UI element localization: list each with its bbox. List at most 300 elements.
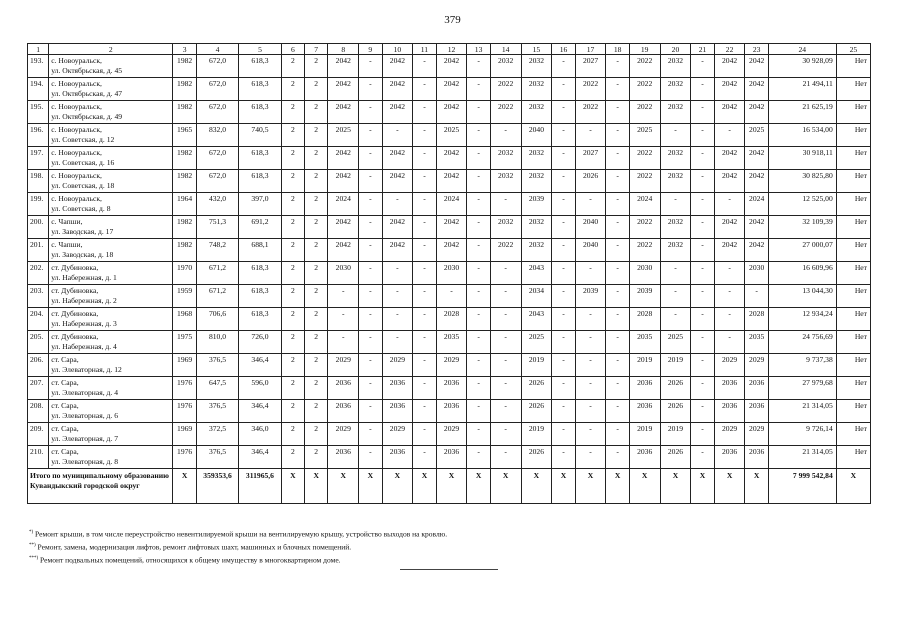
column-number-header: 25 xyxy=(836,44,870,55)
table-cell: - xyxy=(552,55,575,78)
table-cell: 2042 xyxy=(382,78,413,101)
table-cell: 2 xyxy=(305,446,328,469)
column-number-header: 1 xyxy=(28,44,49,55)
table-cell: 2030 xyxy=(745,262,768,285)
table-cell: Нет xyxy=(836,354,870,377)
table-row xyxy=(28,377,871,400)
column-number-header: 5 xyxy=(239,44,281,55)
table-cell: 2028 xyxy=(436,308,467,331)
table-cell: 432,0 xyxy=(196,193,238,216)
table-cell: 2032 xyxy=(660,239,691,262)
table-cell: 2025 xyxy=(660,331,691,354)
address-locality: с. Новоуральск, xyxy=(51,125,102,134)
address-street: ул. Заводская, д. 18 xyxy=(51,249,114,259)
table-cell: - xyxy=(467,423,490,446)
table-body xyxy=(28,55,871,504)
table-cell: - xyxy=(575,446,606,469)
table-cell: 9 737,38 xyxy=(768,354,836,377)
row-number-cell: 198. xyxy=(28,170,49,193)
table-cell: 596,0 xyxy=(239,377,281,400)
table-cell: 2025 xyxy=(328,124,359,147)
table-cell: - xyxy=(606,78,629,101)
table-cell: 2032 xyxy=(521,55,552,78)
table-cell: 2029 xyxy=(328,423,359,446)
table-cell: - xyxy=(575,331,606,354)
table-cell: 2032 xyxy=(660,78,691,101)
table-cell: 27 979,68 xyxy=(768,377,836,400)
table-cell: 2042 xyxy=(436,78,467,101)
row-number-cell: 195. xyxy=(28,101,49,124)
address-cell xyxy=(49,101,173,124)
table-row xyxy=(28,308,871,331)
address-locality: ст. Дубиновка, xyxy=(51,309,99,318)
table-cell: - xyxy=(490,193,521,216)
table-cell: 672,0 xyxy=(196,101,238,124)
address-cell xyxy=(49,216,173,239)
row-number-cell: 203. xyxy=(28,285,49,308)
table-cell: 2043 xyxy=(521,262,552,285)
table-cell: 2032 xyxy=(660,101,691,124)
table-cell: - xyxy=(606,262,629,285)
row-number-cell: 201. xyxy=(28,239,49,262)
table-cell: - xyxy=(606,216,629,239)
table-cell: 2026 xyxy=(660,377,691,400)
row-number-cell: 210. xyxy=(28,446,49,469)
table-cell: - xyxy=(606,285,629,308)
total-cell: 311965,6 xyxy=(239,469,281,504)
table-cell: 2 xyxy=(305,285,328,308)
table-cell: 24 756,69 xyxy=(768,331,836,354)
column-number-header: 17 xyxy=(575,44,606,55)
table-cell: 1982 xyxy=(173,101,196,124)
table-cell: 740,5 xyxy=(239,124,281,147)
table-cell: 2026 xyxy=(660,400,691,423)
capital-repair-table xyxy=(27,43,871,504)
table-cell: 2 xyxy=(281,262,304,285)
table-row xyxy=(28,55,871,78)
footnote-text: Ремонт, замена, модернизация лифтов, ремонт лифтовых шахт, машинных и блочных помещений. xyxy=(37,542,352,552)
table-cell: - xyxy=(328,308,359,331)
address-cell xyxy=(49,308,173,331)
table-cell: 2 xyxy=(281,147,304,170)
table-cell: 2036 xyxy=(436,446,467,469)
table-cell: 2 xyxy=(305,193,328,216)
table-cell: 2022 xyxy=(490,239,521,262)
table-cell: 618,3 xyxy=(239,170,281,193)
table-cell: 2042 xyxy=(382,55,413,78)
table-cell: 2042 xyxy=(714,216,745,239)
table-cell: 2 xyxy=(281,446,304,469)
table-cell: 2036 xyxy=(714,400,745,423)
table-cell: - xyxy=(382,124,413,147)
total-cell: X xyxy=(305,469,328,504)
table-cell: 832,0 xyxy=(196,124,238,147)
header-row xyxy=(28,44,871,55)
table-cell: 688,1 xyxy=(239,239,281,262)
table-cell: 618,3 xyxy=(239,101,281,124)
column-number-header: 21 xyxy=(691,44,714,55)
table-cell: 1976 xyxy=(173,446,196,469)
table-cell: Нет xyxy=(836,377,870,400)
table-cell: - xyxy=(467,262,490,285)
table-cell: - xyxy=(382,193,413,216)
table-cell: 2042 xyxy=(328,170,359,193)
table-cell: - xyxy=(413,377,436,400)
table-cell: - xyxy=(660,262,691,285)
table-cell: - xyxy=(413,147,436,170)
table-cell: 2 xyxy=(305,331,328,354)
table-cell: 2024 xyxy=(436,193,467,216)
footnote xyxy=(29,527,447,540)
table-cell: 376,5 xyxy=(196,446,238,469)
table-cell: 2 xyxy=(305,216,328,239)
table-cell: 2032 xyxy=(660,216,691,239)
table-cell: 2028 xyxy=(629,308,660,331)
table-cell: 2029 xyxy=(745,354,768,377)
table-cell: 2025 xyxy=(436,124,467,147)
table-cell: 2027 xyxy=(575,147,606,170)
table-cell: 2 xyxy=(281,170,304,193)
row-number-cell: 208. xyxy=(28,400,49,423)
table-cell: 2019 xyxy=(660,423,691,446)
table-cell: 2036 xyxy=(745,446,768,469)
total-cell: X xyxy=(490,469,521,504)
table-cell: 671,2 xyxy=(196,285,238,308)
address-street: ул. Элеваторная, д. 12 xyxy=(51,364,122,374)
table-cell: - xyxy=(691,377,714,400)
address-street: ул. Набережная, д. 2 xyxy=(51,295,117,305)
table-cell: - xyxy=(606,400,629,423)
table-cell: 21 625,19 xyxy=(768,101,836,124)
address-street: ул. Набережная, д. 4 xyxy=(51,341,117,351)
table-cell: 647,5 xyxy=(196,377,238,400)
address-street: ул. Советская, д. 16 xyxy=(51,157,115,167)
table-cell: 672,0 xyxy=(196,55,238,78)
table-cell: 2032 xyxy=(660,147,691,170)
address-locality: с. Новоуральск, xyxy=(51,102,102,111)
table-cell: 2036 xyxy=(714,377,745,400)
table-cell: - xyxy=(606,193,629,216)
table-cell: 2025 xyxy=(521,331,552,354)
table-row xyxy=(28,78,871,101)
table-cell: 2042 xyxy=(745,239,768,262)
table-cell: 2042 xyxy=(328,147,359,170)
table-cell: - xyxy=(575,193,606,216)
column-number-header: 16 xyxy=(552,44,575,55)
table-cell: 2 xyxy=(281,331,304,354)
total-cell: X xyxy=(467,469,490,504)
table-cell: 2 xyxy=(305,78,328,101)
table-cell: 2042 xyxy=(745,55,768,78)
table-cell: Нет xyxy=(836,400,870,423)
total-row xyxy=(28,469,871,504)
table-cell: - xyxy=(691,147,714,170)
table-cell: Нет xyxy=(836,193,870,216)
table-cell: 2042 xyxy=(714,170,745,193)
table-cell: 2 xyxy=(281,216,304,239)
table-cell: 2022 xyxy=(629,147,660,170)
table-cell: 2042 xyxy=(714,55,745,78)
table-cell: - xyxy=(552,354,575,377)
column-number-header: 9 xyxy=(359,44,382,55)
table-cell: 2 xyxy=(281,55,304,78)
table-cell: - xyxy=(714,262,745,285)
table-cell: - xyxy=(606,239,629,262)
table-cell: 16 609,96 xyxy=(768,262,836,285)
table-cell: 2 xyxy=(281,101,304,124)
table-cell: - xyxy=(359,285,382,308)
table-cell: - xyxy=(467,170,490,193)
table-cell: - xyxy=(436,285,467,308)
table-cell: 2026 xyxy=(575,170,606,193)
table-cell: - xyxy=(660,308,691,331)
table-cell: 2039 xyxy=(575,285,606,308)
table-cell: 2026 xyxy=(521,446,552,469)
table-cell: - xyxy=(552,285,575,308)
table-cell: - xyxy=(575,400,606,423)
table-cell: - xyxy=(714,308,745,331)
table-cell: - xyxy=(413,446,436,469)
table-cell: - xyxy=(467,377,490,400)
address-street: ул. Набережная, д. 3 xyxy=(51,318,117,328)
total-cell: X xyxy=(328,469,359,504)
table-cell: 2042 xyxy=(382,101,413,124)
address-cell xyxy=(49,193,173,216)
table-cell: 2036 xyxy=(714,446,745,469)
table-cell: 2036 xyxy=(629,446,660,469)
total-cell: X xyxy=(714,469,745,504)
table-cell: 2032 xyxy=(521,78,552,101)
table-cell: - xyxy=(552,193,575,216)
table-cell: - xyxy=(359,193,382,216)
table-cell: 12 525,00 xyxy=(768,193,836,216)
table-cell: 2042 xyxy=(328,216,359,239)
table-cell: 2 xyxy=(281,78,304,101)
table-cell: 671,2 xyxy=(196,262,238,285)
table-cell: - xyxy=(359,423,382,446)
table-cell: 2 xyxy=(305,101,328,124)
row-number-cell: 193. xyxy=(28,55,49,78)
table-cell: 2029 xyxy=(714,354,745,377)
table-cell: 2019 xyxy=(521,423,552,446)
table-cell: 2032 xyxy=(490,55,521,78)
table-cell: 2029 xyxy=(328,354,359,377)
table-cell: - xyxy=(606,124,629,147)
table-row xyxy=(28,423,871,446)
table-cell: - xyxy=(691,239,714,262)
table-cell: 2 xyxy=(281,400,304,423)
table-cell: 2022 xyxy=(629,170,660,193)
column-number-header: 2 xyxy=(49,44,173,55)
table-cell: 2042 xyxy=(436,101,467,124)
total-cell: X xyxy=(552,469,575,504)
table-cell: 2042 xyxy=(745,170,768,193)
table-cell: - xyxy=(691,400,714,423)
table-cell: 2036 xyxy=(328,446,359,469)
table-cell: 2022 xyxy=(629,78,660,101)
table-cell: 32 109,39 xyxy=(768,216,836,239)
table-cell: - xyxy=(552,216,575,239)
table-cell: 1970 xyxy=(173,262,196,285)
table-cell: 2022 xyxy=(490,101,521,124)
table-cell: - xyxy=(359,262,382,285)
table-cell: - xyxy=(552,423,575,446)
table-cell: - xyxy=(552,308,575,331)
row-number-cell: 207. xyxy=(28,377,49,400)
table-cell: 2042 xyxy=(436,216,467,239)
column-number-header: 23 xyxy=(745,44,768,55)
table-cell: 2 xyxy=(281,239,304,262)
table-cell: 2 xyxy=(305,400,328,423)
table-cell: 2026 xyxy=(521,377,552,400)
table-cell: 1965 xyxy=(173,124,196,147)
table-cell: - xyxy=(382,262,413,285)
table-cell: 2032 xyxy=(521,170,552,193)
table-cell: - xyxy=(359,55,382,78)
address-cell xyxy=(49,285,173,308)
table-cell: 2 xyxy=(305,55,328,78)
table-cell: - xyxy=(382,308,413,331)
table-cell: 2029 xyxy=(436,423,467,446)
table-cell: 1968 xyxy=(173,308,196,331)
table-cell: 2 xyxy=(305,147,328,170)
table-cell: - xyxy=(467,124,490,147)
table-cell: 376,5 xyxy=(196,400,238,423)
row-number-cell: 196. xyxy=(28,124,49,147)
table-cell: 2030 xyxy=(436,262,467,285)
address-street: ул. Советская, д. 8 xyxy=(51,203,111,213)
table-cell: 346,4 xyxy=(239,400,281,423)
table-row xyxy=(28,262,871,285)
table-cell: - xyxy=(552,170,575,193)
table-cell: 346,0 xyxy=(239,423,281,446)
table-cell: 2 xyxy=(305,124,328,147)
table-cell: - xyxy=(467,308,490,331)
table-cell: - xyxy=(606,377,629,400)
address-street: ул. Заводская, д. 17 xyxy=(51,226,114,236)
table-cell: 1964 xyxy=(173,193,196,216)
table-row xyxy=(28,124,871,147)
column-number-header: 19 xyxy=(629,44,660,55)
table-cell: - xyxy=(691,124,714,147)
table-cell: - xyxy=(467,446,490,469)
table-cell: 21 314,05 xyxy=(768,446,836,469)
table-cell: 2042 xyxy=(745,101,768,124)
table-cell: 2039 xyxy=(521,193,552,216)
table-cell: 2036 xyxy=(629,377,660,400)
table-cell: - xyxy=(575,308,606,331)
address-locality: с. Новоуральск, xyxy=(51,79,102,88)
total-cell: X xyxy=(745,469,768,504)
table-cell: 2042 xyxy=(436,55,467,78)
table-cell: 2022 xyxy=(575,78,606,101)
table-cell: - xyxy=(490,354,521,377)
table-cell: - xyxy=(413,216,436,239)
address-cell xyxy=(49,262,173,285)
table-cell: - xyxy=(359,147,382,170)
table-cell: 2040 xyxy=(575,239,606,262)
table-cell: 1982 xyxy=(173,170,196,193)
table-cell: 2036 xyxy=(745,400,768,423)
table-cell: 672,0 xyxy=(196,147,238,170)
table-row xyxy=(28,239,871,262)
table-cell: - xyxy=(413,285,436,308)
column-number-header: 14 xyxy=(490,44,521,55)
table-cell: - xyxy=(413,101,436,124)
table-cell: 1982 xyxy=(173,239,196,262)
row-number-cell: 197. xyxy=(28,147,49,170)
row-number-cell: 202. xyxy=(28,262,49,285)
address-street: ул. Элеваторная, д. 8 xyxy=(51,456,118,466)
table-cell: 2039 xyxy=(629,285,660,308)
table-cell: - xyxy=(660,285,691,308)
table-cell: 2032 xyxy=(660,170,691,193)
table-cell: 2042 xyxy=(436,239,467,262)
table-cell: - xyxy=(552,400,575,423)
table-cell: - xyxy=(413,262,436,285)
table-cell: - xyxy=(691,331,714,354)
table-cell: 2024 xyxy=(629,193,660,216)
column-number-header: 12 xyxy=(436,44,467,55)
table-cell: - xyxy=(575,423,606,446)
table-cell: 2 xyxy=(281,124,304,147)
table-cell: - xyxy=(467,78,490,101)
table-cell: 618,3 xyxy=(239,262,281,285)
table-cell: - xyxy=(382,331,413,354)
table-cell: - xyxy=(606,101,629,124)
table-cell: 2022 xyxy=(490,78,521,101)
table-cell: - xyxy=(467,216,490,239)
table-cell: 2036 xyxy=(629,400,660,423)
table-cell: 810,0 xyxy=(196,331,238,354)
table-cell: - xyxy=(490,285,521,308)
table-cell: - xyxy=(467,331,490,354)
total-cell: X xyxy=(173,469,196,504)
table-cell: - xyxy=(691,78,714,101)
total-cell: X xyxy=(413,469,436,504)
total-cell: X xyxy=(660,469,691,504)
table-cell: 2042 xyxy=(436,170,467,193)
table-cell: 2 xyxy=(305,377,328,400)
table-cell: - xyxy=(691,193,714,216)
column-number-header: 4 xyxy=(196,44,238,55)
table-cell: 2042 xyxy=(714,101,745,124)
table-cell: 16 534,00 xyxy=(768,124,836,147)
table-cell: - xyxy=(467,101,490,124)
address-cell xyxy=(49,446,173,469)
address-locality: ст. Сара, xyxy=(51,378,79,387)
table-cell: 2042 xyxy=(382,239,413,262)
table-cell: Нет xyxy=(836,308,870,331)
table-cell: 726,0 xyxy=(239,331,281,354)
table-cell: 618,3 xyxy=(239,55,281,78)
address-locality: с. Новоуральск, xyxy=(51,171,102,180)
table-cell: 2027 xyxy=(575,55,606,78)
table-cell: 346,4 xyxy=(239,446,281,469)
table-cell: - xyxy=(467,147,490,170)
table-cell: 2 xyxy=(305,262,328,285)
table-cell: 2036 xyxy=(328,400,359,423)
table-cell: 2029 xyxy=(382,423,413,446)
table-cell: - xyxy=(691,354,714,377)
table-cell: 672,0 xyxy=(196,78,238,101)
table-cell: 372,5 xyxy=(196,423,238,446)
table-cell: 2022 xyxy=(629,216,660,239)
table-cell: 2036 xyxy=(328,377,359,400)
table-cell: - xyxy=(691,446,714,469)
table-cell: 27 000,07 xyxy=(768,239,836,262)
table-row xyxy=(28,101,871,124)
